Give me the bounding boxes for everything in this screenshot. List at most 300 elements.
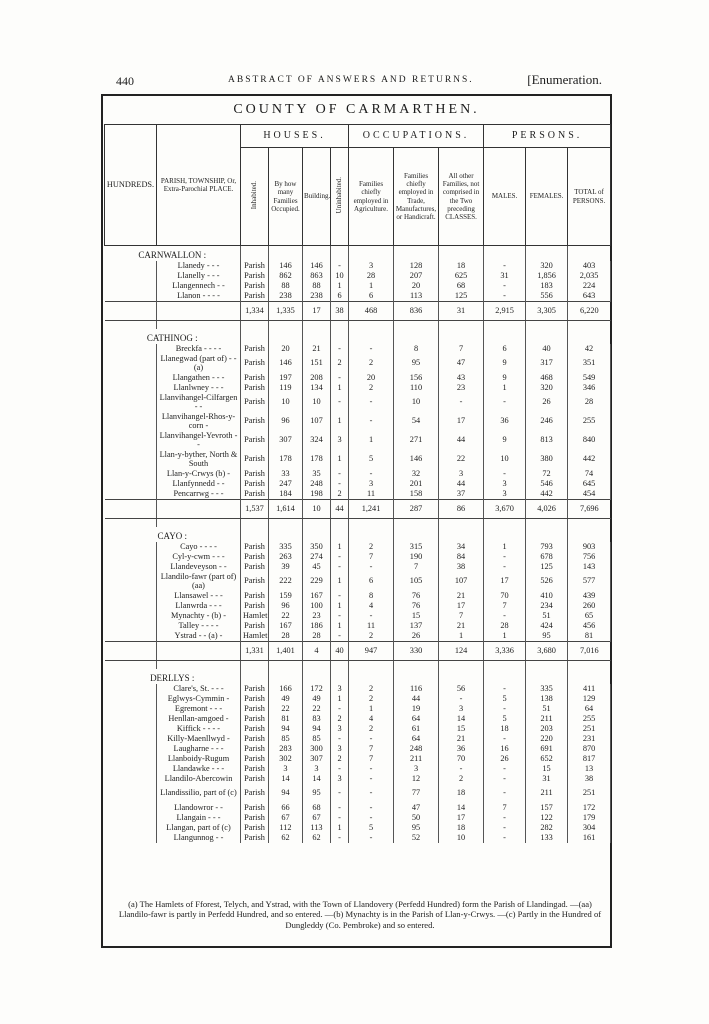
subtotal-value: 40 <box>331 642 349 661</box>
hundred-cell <box>105 764 157 774</box>
value-cell: 1,856 <box>526 271 568 281</box>
spacer-cell <box>157 661 241 670</box>
value-cell: - <box>349 784 394 803</box>
value-cell: 793 <box>526 542 568 552</box>
value-cell: 231 <box>568 734 611 744</box>
place-type: Parish <box>241 431 269 450</box>
value-cell: 113 <box>303 823 331 833</box>
value-cell: 3 <box>303 764 331 774</box>
value-cell: 21 <box>439 591 484 601</box>
value-cell: 556 <box>526 291 568 302</box>
hundred-cell <box>105 542 157 552</box>
value-cell: - <box>331 469 349 479</box>
value-cell: 22 <box>303 704 331 714</box>
value-cell: 20 <box>269 344 303 354</box>
value-cell: - <box>331 764 349 774</box>
value-cell: 1 <box>349 704 394 714</box>
value-cell: 62 <box>269 833 303 843</box>
value-cell: 172 <box>568 803 611 813</box>
value-cell: 107 <box>439 572 484 591</box>
value-cell: 424 <box>526 621 568 631</box>
value-cell: 112 <box>269 823 303 833</box>
spacer-cell <box>568 661 611 670</box>
place-name: Llandilo-Abercowin <box>157 774 241 784</box>
spacer-cell <box>394 661 439 670</box>
value-cell: 28 <box>568 393 611 412</box>
col-inhabited <box>241 148 269 246</box>
value-cell: 16 <box>484 744 526 754</box>
hundred-cell <box>105 774 157 784</box>
value-cell: - <box>331 479 349 489</box>
value-cell: 190 <box>394 552 439 562</box>
value-cell: 1 <box>349 431 394 450</box>
value-cell: 128 <box>394 261 439 271</box>
value-cell: 411 <box>568 684 611 694</box>
value-cell: 678 <box>526 552 568 562</box>
footnote: (a) The Hamlets of Fforest, Telych, and Ystrad, with the Town of Llandovery (Perfedd Hundred) form the Parish of Llandingad. —(aa) Llandilo-fawr is partly in Perfedd Hundred, and so entered. —(b) Mynachty is in the Parish of Llan-y-Crwys. —(c) Partly in the Hundred of Dungleddy (Co. Pembroke) and so entered. <box>118 898 602 930</box>
place-name: Llanon - - - - <box>157 291 241 302</box>
hundred-cell <box>105 344 157 354</box>
value-cell: 220 <box>526 734 568 744</box>
value-cell: 208 <box>303 373 331 383</box>
empty-cell <box>241 329 269 344</box>
value-cell: 49 <box>269 694 303 704</box>
value-cell: 1 <box>331 281 349 291</box>
place-name: Clare's, St. - - - <box>157 684 241 694</box>
empty-cell <box>484 329 526 344</box>
value-cell: 125 <box>439 291 484 302</box>
empty-cell <box>241 669 269 684</box>
col-other: All other Families, not comprised in the Two preceding CLASSES. <box>439 148 484 246</box>
place-name: Llanedy - - - <box>157 261 241 271</box>
empty-cell <box>349 669 394 684</box>
value-cell: 10 <box>439 833 484 843</box>
empty-cell <box>394 669 439 684</box>
value-cell: 1 <box>331 823 349 833</box>
value-cell: 307 <box>269 431 303 450</box>
subtotal-value: 3,305 <box>526 302 568 321</box>
value-cell: 3 <box>484 479 526 489</box>
value-cell: - <box>439 694 484 704</box>
group-houses: HOUSES. <box>241 125 349 148</box>
value-cell: 6 <box>349 291 394 302</box>
value-cell: 643 <box>568 291 611 302</box>
place-type: Parish <box>241 784 269 803</box>
value-cell: 67 <box>269 813 303 823</box>
col-total: TOTAL of PERSONS. <box>568 148 611 246</box>
value-cell: - <box>484 291 526 302</box>
empty-cell <box>269 527 303 542</box>
value-cell: 43 <box>439 373 484 383</box>
empty-cell <box>526 669 568 684</box>
value-cell: 95 <box>394 823 439 833</box>
value-cell: 5 <box>349 823 394 833</box>
table-row <box>105 823 611 833</box>
table-row <box>105 489 611 500</box>
place-type: Parish <box>241 694 269 704</box>
table-row <box>105 734 611 744</box>
place-name: Mynachty - (b) - <box>157 611 241 621</box>
value-cell: - <box>331 562 349 572</box>
spacer-cell <box>331 661 349 670</box>
place-name: Llanvihangel-Rhos-y-corn - <box>157 412 241 431</box>
empty-cell <box>439 669 484 684</box>
value-cell: 178 <box>269 450 303 469</box>
place-name: Llangathen - - - <box>157 373 241 383</box>
value-cell: 95 <box>526 631 568 642</box>
empty-cell <box>303 246 331 262</box>
empty-cell <box>157 500 241 519</box>
empty-cell <box>568 329 611 344</box>
value-cell: - <box>484 393 526 412</box>
value-cell: 14 <box>303 774 331 784</box>
spacer-cell <box>526 321 568 330</box>
subtotal-value: 7,696 <box>568 500 611 519</box>
hundred-cell <box>105 601 157 611</box>
running-title: ABSTRACT OF ANSWERS AND RETURNS. <box>228 75 474 85</box>
value-cell: 11 <box>349 489 394 500</box>
place-name: Llandowror - - <box>157 803 241 813</box>
value-cell: 5 <box>349 450 394 469</box>
place-name: Llan-y-byther, North & South <box>157 450 241 469</box>
hundred-cell <box>105 784 157 803</box>
place-name: Llangan, part of (c) <box>157 823 241 833</box>
place-type: Parish <box>241 734 269 744</box>
hundred-name: CAYO : <box>157 531 187 542</box>
place-type: Parish <box>241 803 269 813</box>
hundred-cell <box>105 694 157 704</box>
value-cell: 317 <box>526 354 568 373</box>
value-cell: 238 <box>269 291 303 302</box>
value-cell: 146 <box>269 261 303 271</box>
value-cell: 26 <box>484 754 526 764</box>
value-cell: 203 <box>526 724 568 734</box>
value-cell: 817 <box>568 754 611 764</box>
value-cell: 756 <box>568 552 611 562</box>
value-cell: 645 <box>568 479 611 489</box>
value-cell: - <box>331 344 349 354</box>
value-cell: 302 <box>269 754 303 764</box>
hundred-cell <box>105 469 157 479</box>
value-cell: 7 <box>439 611 484 621</box>
value-cell: 3 <box>331 684 349 694</box>
table-row <box>105 714 611 724</box>
value-cell: 137 <box>394 621 439 631</box>
spacer-cell <box>484 321 526 330</box>
table-row <box>105 281 611 291</box>
value-cell: 350 <box>303 542 331 552</box>
hundred-cell <box>105 724 157 734</box>
hundred-name: CARNWALLON : <box>138 250 207 261</box>
value-cell: 862 <box>269 271 303 281</box>
hundred-cell <box>105 704 157 714</box>
value-cell: - <box>439 764 484 774</box>
subtotal-value: 3,336 <box>484 642 526 661</box>
value-cell: - <box>331 393 349 412</box>
value-cell: - <box>349 344 394 354</box>
value-cell: 129 <box>568 694 611 704</box>
empty-cell <box>526 527 568 542</box>
value-cell: 9 <box>484 373 526 383</box>
value-cell: 652 <box>526 754 568 764</box>
subtotal-value: 836 <box>394 302 439 321</box>
value-cell: - <box>484 774 526 784</box>
place-name: Cyl-y-cwm - - - <box>157 552 241 562</box>
value-cell: 70 <box>439 754 484 764</box>
table-row <box>105 764 611 774</box>
value-cell: 28 <box>484 621 526 631</box>
subtotal-value: 1,241 <box>349 500 394 519</box>
spacer-cell <box>269 519 303 528</box>
value-cell: 122 <box>526 813 568 823</box>
value-cell: - <box>349 764 394 774</box>
subtotal-value: 10 <box>303 500 331 519</box>
value-cell: 105 <box>394 572 439 591</box>
empty-cell <box>105 500 157 519</box>
hundred-cell <box>105 479 157 489</box>
subtotal-value: 17 <box>303 302 331 321</box>
value-cell: - <box>331 813 349 823</box>
value-cell: 38 <box>568 774 611 784</box>
place-type: Parish <box>241 764 269 774</box>
place-type: Parish <box>241 562 269 572</box>
spacer-cell <box>331 519 349 528</box>
table-row <box>105 261 611 271</box>
value-cell: 68 <box>439 281 484 291</box>
table-row <box>105 450 611 469</box>
value-cell: 454 <box>568 489 611 500</box>
table-row <box>105 412 611 431</box>
value-cell: 146 <box>269 354 303 373</box>
value-cell: 7 <box>484 601 526 611</box>
table-row <box>105 271 611 281</box>
value-cell: - <box>331 704 349 714</box>
value-cell: 6 <box>331 291 349 302</box>
value-cell: 197 <box>269 373 303 383</box>
empty-cell <box>349 527 394 542</box>
place-name: Llansawel - - - <box>157 591 241 601</box>
page-number: 440 <box>116 74 134 88</box>
spacer-cell <box>568 519 611 528</box>
hundred-cell <box>105 803 157 813</box>
empty-cell <box>269 246 303 262</box>
value-cell: 96 <box>269 601 303 611</box>
value-cell: 251 <box>568 784 611 803</box>
table-row <box>105 694 611 704</box>
subtotal-value: 468 <box>349 302 394 321</box>
empty-cell <box>568 669 611 684</box>
footnotes <box>117 899 603 931</box>
value-cell: 51 <box>526 611 568 621</box>
value-cell: 198 <box>303 489 331 500</box>
spacer-cell <box>331 321 349 330</box>
value-cell: 283 <box>269 744 303 754</box>
value-cell: 94 <box>269 724 303 734</box>
value-cell: 18 <box>439 261 484 271</box>
spacer-cell <box>105 661 157 670</box>
spacer-cell <box>105 321 157 330</box>
subtotal-value: 2,915 <box>484 302 526 321</box>
value-cell: - <box>331 833 349 843</box>
value-cell: 33 <box>269 469 303 479</box>
value-cell: 28 <box>303 631 331 642</box>
table-row <box>105 344 611 354</box>
page-header <box>116 72 602 92</box>
spacer-row <box>105 321 611 330</box>
place-name: Llangain - - - <box>157 813 241 823</box>
value-cell: 26 <box>394 631 439 642</box>
value-cell: 116 <box>394 684 439 694</box>
value-cell: 38 <box>439 562 484 572</box>
value-cell: 2 <box>349 383 394 393</box>
value-cell: 100 <box>303 601 331 611</box>
value-cell: 335 <box>526 684 568 694</box>
value-cell: 64 <box>568 704 611 714</box>
hundred-heading-row <box>105 329 611 344</box>
value-cell: 125 <box>526 562 568 572</box>
value-cell: 107 <box>303 412 331 431</box>
value-cell: 52 <box>394 833 439 843</box>
hundred-cell <box>105 552 157 562</box>
value-cell: 23 <box>439 383 484 393</box>
value-cell: 21 <box>439 734 484 744</box>
empty-cell <box>269 669 303 684</box>
value-cell: 211 <box>526 784 568 803</box>
hundred-cell <box>105 734 157 744</box>
value-cell: 3 <box>269 764 303 774</box>
place-type: Parish <box>241 542 269 552</box>
col-males: MALES. <box>484 148 526 246</box>
value-cell: - <box>331 734 349 744</box>
value-cell: 4 <box>349 714 394 724</box>
subtotal-value: 1,331 <box>241 642 269 661</box>
value-cell: 2 <box>349 694 394 704</box>
value-cell: 94 <box>269 784 303 803</box>
value-cell: 23 <box>303 611 331 621</box>
table-row <box>105 684 611 694</box>
place-type: Parish <box>241 704 269 714</box>
value-cell: 17 <box>439 813 484 823</box>
value-cell: 315 <box>394 542 439 552</box>
value-cell: 2 <box>439 774 484 784</box>
subtotal-value: 31 <box>439 302 484 321</box>
empty-cell <box>157 642 241 661</box>
value-cell: 903 <box>568 542 611 552</box>
hundred-cell <box>105 489 157 500</box>
place-type: Parish <box>241 469 269 479</box>
subtotal-value: 287 <box>394 500 439 519</box>
value-cell: 13 <box>568 764 611 774</box>
place-name: Talley - - - - <box>157 621 241 631</box>
table-row <box>105 833 611 843</box>
value-cell: 21 <box>439 621 484 631</box>
hundred-cell <box>105 281 157 291</box>
value-cell: 20 <box>394 281 439 291</box>
value-cell: 255 <box>568 714 611 724</box>
value-cell: 10 <box>331 271 349 281</box>
subtotal-value: 124 <box>439 642 484 661</box>
empty-cell <box>331 527 349 542</box>
value-cell: 32 <box>394 469 439 479</box>
value-cell: 246 <box>526 412 568 431</box>
subtotal-value: 7,016 <box>568 642 611 661</box>
col-uninhabited <box>331 148 349 246</box>
value-cell: - <box>484 784 526 803</box>
value-cell: 36 <box>439 744 484 754</box>
table-row <box>105 601 611 611</box>
value-cell: 113 <box>394 291 439 302</box>
value-cell: - <box>349 774 394 784</box>
empty-cell <box>105 642 157 661</box>
value-cell: 234 <box>526 601 568 611</box>
value-cell: 10 <box>394 393 439 412</box>
hundred-name: DERLLYS : <box>150 673 195 684</box>
value-cell: 84 <box>439 552 484 562</box>
table-row <box>105 393 611 412</box>
subtotal-value: 3,680 <box>526 642 568 661</box>
value-cell: 1 <box>331 542 349 552</box>
value-cell: - <box>331 373 349 383</box>
value-cell: - <box>484 281 526 291</box>
place-name: Llangennech - - <box>157 281 241 291</box>
hundred-cell <box>105 833 157 843</box>
value-cell: 526 <box>526 572 568 591</box>
empty-cell <box>349 329 394 344</box>
place-type: Parish <box>241 291 269 302</box>
section-title: [Enumeration. <box>527 72 602 87</box>
hundred-heading-row <box>105 527 611 542</box>
hundred-cell <box>105 271 157 281</box>
col-hundreds: HUNDREDS. <box>105 125 157 246</box>
table-row <box>105 724 611 734</box>
value-cell: 442 <box>526 489 568 500</box>
value-cell: 403 <box>568 261 611 271</box>
col-place: PARISH, TOWNSHIP, Or, Extra-Parochial PLACE. <box>157 125 241 246</box>
spacer-cell <box>157 321 241 330</box>
value-cell: 7 <box>439 344 484 354</box>
value-cell: 3 <box>349 479 394 489</box>
value-cell: 8 <box>394 344 439 354</box>
value-cell: 9 <box>484 354 526 373</box>
place-type: Parish <box>241 344 269 354</box>
value-cell: 183 <box>526 281 568 291</box>
census-table <box>104 124 611 843</box>
hundred-cell <box>105 261 157 271</box>
value-cell: 7 <box>394 562 439 572</box>
value-cell: 10 <box>303 393 331 412</box>
value-cell: 3 <box>331 774 349 784</box>
col-inhabited-label: Inhabited. <box>250 181 259 210</box>
value-cell: 238 <box>303 291 331 302</box>
value-cell: 159 <box>269 591 303 601</box>
place-type: Parish <box>241 813 269 823</box>
place-name: Llandeveyson - - <box>157 562 241 572</box>
value-cell: 184 <box>269 489 303 500</box>
col-families: By how many Families Occupied. <box>269 148 303 246</box>
value-cell: - <box>349 833 394 843</box>
value-cell: 274 <box>303 552 331 562</box>
place-type: Parish <box>241 383 269 393</box>
subtotal-value: 86 <box>439 500 484 519</box>
place-name: Llanfynnedd - - <box>157 479 241 489</box>
value-cell: 304 <box>568 823 611 833</box>
subtotal-value: 44 <box>331 500 349 519</box>
value-cell: 247 <box>269 479 303 489</box>
place-type: Parish <box>241 754 269 764</box>
value-cell: 158 <box>394 489 439 500</box>
value-cell: 22 <box>439 450 484 469</box>
spacer-cell <box>241 519 269 528</box>
